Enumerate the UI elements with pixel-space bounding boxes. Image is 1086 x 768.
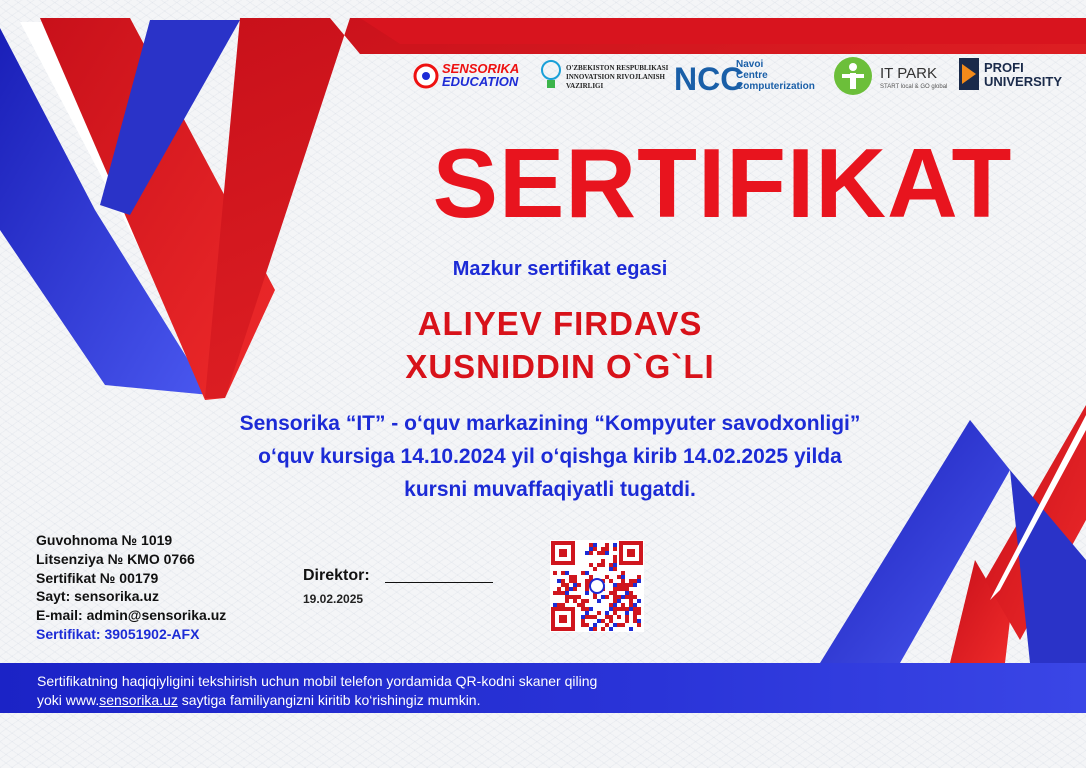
itpark-tagline: START local & GO global — [880, 84, 948, 90]
info-litsenziya: Litsenziya № KMO 0766 — [36, 551, 195, 567]
ncc-line-2: Centre — [736, 70, 768, 81]
ncc-logo-icon: NCC — [674, 61, 744, 97]
footer-line-2 — [37, 692, 480, 708]
body-text-line-2: o‘quv kursiga 14.10.2024 yil o‘qishga kirib 14.02.2025 yilda — [258, 445, 842, 468]
footer-line-1: Sertifikatning haqiqiyligini tekshirish uchun mobil telefon yordamida QR-kodni skaner qiling — [37, 673, 598, 689]
footer-website-link[interactable]: sensorika.uz — [99, 692, 178, 708]
info-guvohnoma: Guvohnoma № 1019 — [36, 532, 173, 548]
body-text-line-3: kursni muvaffaqiyatli tugatdi. — [404, 478, 696, 501]
footer-suffix: saytiga familiyangizni kiritib ko‘rishingiz mumkin. — [177, 692, 481, 708]
profi-logo-icon — [959, 58, 979, 90]
holder-name-line-2: XUSNIDDIN O`G`LI — [405, 348, 715, 385]
ncc-line-1: Navoi — [736, 59, 764, 70]
certificate-title: SERTIFIKAT — [432, 128, 1013, 238]
partner-logos — [412, 56, 1077, 100]
sensorika-logo-top: SENSORIKA — [442, 61, 520, 76]
profi-line-1: PROFI — [984, 60, 1024, 75]
body-text-line-1: Sensorika “IT” - o‘quv markazining “Kompyuter savodxonligi” — [239, 412, 861, 435]
info-email: E-mail: admin@sensorika.uz — [36, 607, 227, 623]
red-top-bar — [360, 18, 1086, 44]
itpark-figure-icon — [834, 57, 872, 95]
footer-prefix: yoki www. — [37, 692, 100, 708]
info-sertifikat-code: Sertifikat: 39051902-AFX — [36, 626, 200, 642]
ministry-line-3: VAZIRLIGI — [566, 82, 604, 90]
ncc-line-3: Computerization — [736, 81, 815, 92]
issue-date: 19.02.2025 — [303, 592, 364, 606]
sensorika-logo-bottom: EDUCATION — [442, 74, 519, 89]
signature-line — [385, 582, 493, 583]
profi-line-2: UNIVERSITY — [984, 74, 1063, 89]
info-sertifikat-number: Sertifikat № 00179 — [36, 570, 159, 586]
certificate-subtitle: Mazkur sertifikat egasi — [452, 258, 668, 280]
ministry-line-2: INNOVATSION RIVOJLANISH — [566, 73, 665, 81]
info-website: Sayt: sensorika.uz — [36, 588, 159, 604]
ministry-bulb-icon — [542, 61, 560, 88]
director-label: Direktor: — [303, 567, 370, 584]
qr-code-icon[interactable] — [550, 540, 644, 632]
holder-name-line-1: ALIYEV FIRDAVS — [417, 305, 703, 342]
ministry-line-1: O'ZBEKISTON RESPUBLIKASI — [566, 64, 669, 72]
itpark-name: IT PARK — [880, 65, 937, 82]
sensorika-logo-icon — [415, 65, 437, 87]
